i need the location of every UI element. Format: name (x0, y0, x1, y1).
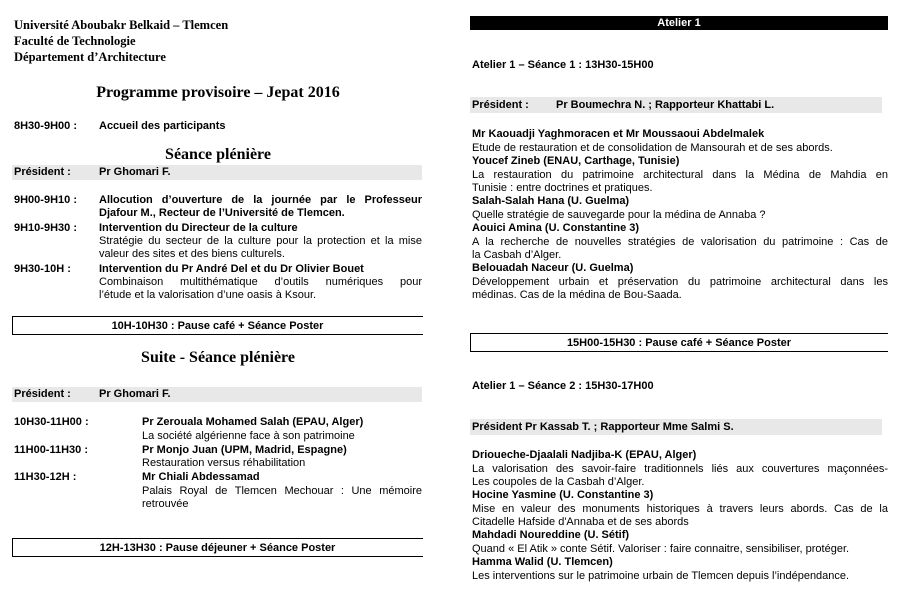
item-desc-cont: l’étude et la valorisation d’une oasis à Ksour. (99, 289, 317, 301)
faculty-name: Faculté de Technologie (14, 34, 136, 48)
seance-title: Séance plénière (165, 146, 271, 163)
item-speaker: Pr Zerouala Mohamed Salah (EPAU, Alger) (142, 416, 364, 428)
president-value: Pr Boumechra N. ; Rapporteur Khattabi L. (556, 99, 775, 111)
item-desc: Combinaison multithématique d’outils numériques pour (99, 276, 422, 288)
university-name: Université Aboubakr Belkaid – Tlemcen (14, 18, 229, 32)
talk-desc-line: Quand « El Atik » conte Sétif. Valoriser : faire connaitre, sensibiliser, protéger. (472, 543, 850, 555)
item-time: 11H00-11H30 : (14, 444, 88, 456)
item-desc: Restauration versus réhabilitation (142, 457, 306, 469)
talk-speaker: Youcef Zineb (ENAU, Carthage, Tunisie) (472, 155, 680, 167)
department-name: Département d’Architecture (14, 50, 166, 64)
talk-speaker: Mr Kaouadji Yaghmoracen et Mr Moussaoui Abdelmalek (472, 128, 765, 140)
item-speaker: Mr Chiali Abdessamad (142, 471, 260, 483)
item-time: 9H10-9H30 : (14, 222, 77, 234)
talk-desc-line: Développement urbain et préservation du patrimoine architectural dans les (472, 276, 888, 288)
pause-text: 12H-13H30 : Pause déjeuner + Séance Poster (99, 542, 336, 554)
talk-desc-line: Etude de restauration et de consolidation de Mansourah et de ses abords. (472, 142, 833, 154)
talk-desc-line: A la recherche de nouvelles stratégies de valorisation du patrimoine : Cas de (472, 236, 888, 248)
item-desc-cont: valeur des sites et des biens culturels. (99, 248, 285, 260)
session1-president-band (470, 97, 882, 113)
pause-text: 10H-10H30 : Pause café + Séance Poster (111, 320, 324, 332)
item-title-cont: Djafour M., Recteur de l’Université de Tlemcen. (99, 207, 345, 219)
president-name: Pr Ghomari F. (99, 166, 171, 178)
talk-speaker: Drioueche-Djaalali Nadjiba-K (EPAU, Alger) (472, 449, 697, 461)
talk-desc-line: Quelle stratégie de sauvegarde pour la médina de Annaba ? (472, 209, 766, 221)
talk-desc-line: La restauration du patrimoine architectural dans la Médina de Mahdia en (472, 169, 888, 181)
session2-president-band (470, 419, 882, 435)
talk-speaker: Hocine Yasmine (U. Constantine 3) (472, 489, 654, 501)
atelier-banner: Atelier 1 (470, 16, 888, 30)
talk-speaker: Aouici Amina (U. Constantine 3) (472, 222, 640, 234)
talk-desc-line: Les coupoles de la Casbah d’Alger. (472, 476, 645, 488)
president-name: Pr Ghomari F. (99, 388, 171, 400)
item-time: 10H30-11H00 : (14, 416, 89, 428)
item-title: Allocution d’ouverture de la journée par le Professeur (99, 194, 422, 206)
talk-desc-line: Mise en valeur des monuments historiques à travers leurs abords. Cas de la (472, 503, 888, 515)
president-label: Président : (472, 99, 529, 111)
talk-desc-line: Les interventions sur le patrimoine urbain de Tlemcen depuis l’indépendance. (472, 570, 850, 582)
item-desc: Stratégie du secteur de la culture pour la protection et la mise (99, 235, 422, 247)
talk-desc-line: la Casbah d’Alger. (472, 249, 562, 261)
welcome-time: 8H30-9H00 : (14, 120, 77, 132)
item-title: Intervention du Directeur de la culture (99, 222, 298, 234)
talk-speaker: Belouadah Naceur (U. Guelma) (472, 262, 634, 274)
item-time: 9H30-10H : (14, 263, 71, 275)
talk-desc-line: médinas. Cas de la médina de Bou-Saada. (472, 289, 682, 301)
welcome-text: Accueil des participants (99, 120, 226, 132)
item-desc: Palais Royal de Tlemcen Mechouar : Une mémoire (142, 485, 422, 497)
item-desc-cont: retrouvée (142, 498, 189, 510)
program-title: Programme provisoire – Jepat 2016 (96, 84, 340, 101)
talk-speaker: Mahdadi Noureddine (U. Sétif) (472, 529, 630, 541)
talk-desc-line: La valorisation des savoir-faire traditionnels liés aux couvertures maçonnées- (472, 463, 888, 475)
item-time: 9H00-9H10 : (14, 194, 77, 206)
pause-text: 15H00-15H30 : Pause café + Séance Poster (566, 337, 792, 349)
president-band (12, 387, 422, 402)
talk-desc-line: Citadelle Hafside d'Annaba et de ses abords (472, 516, 689, 528)
talk-desc-line: Tunisie : entre doctrines et pratiques. (472, 182, 653, 194)
session1-title: Atelier 1 – Séance 1 : 13H30-15H00 (472, 59, 654, 71)
item-time: 11H30-12H : (14, 471, 77, 483)
president-text: Président Pr Kassab T. ; Rapporteur Mme Salmi S. (472, 421, 734, 433)
talk-speaker: Salah-Salah Hana (U. Guelma) (472, 195, 630, 207)
item-desc: La société algérienne face à son patrimoine (142, 430, 355, 442)
suite-title: Suite - Séance plénière (141, 349, 295, 366)
item-speaker: Pr Monjo Juan (UPM, Madrid, Espagne) (142, 444, 347, 456)
president-band (12, 165, 422, 180)
president-label: Président : (14, 166, 71, 178)
talk-speaker: Hamma Walid (U. Tlemcen) (472, 556, 613, 568)
president-label: Président : (14, 388, 71, 400)
item-title: Intervention du Pr André Del et du Dr Olivier Bouet (99, 263, 364, 275)
session2-title: Atelier 1 – Séance 2 : 15H30-17H00 (472, 380, 654, 392)
